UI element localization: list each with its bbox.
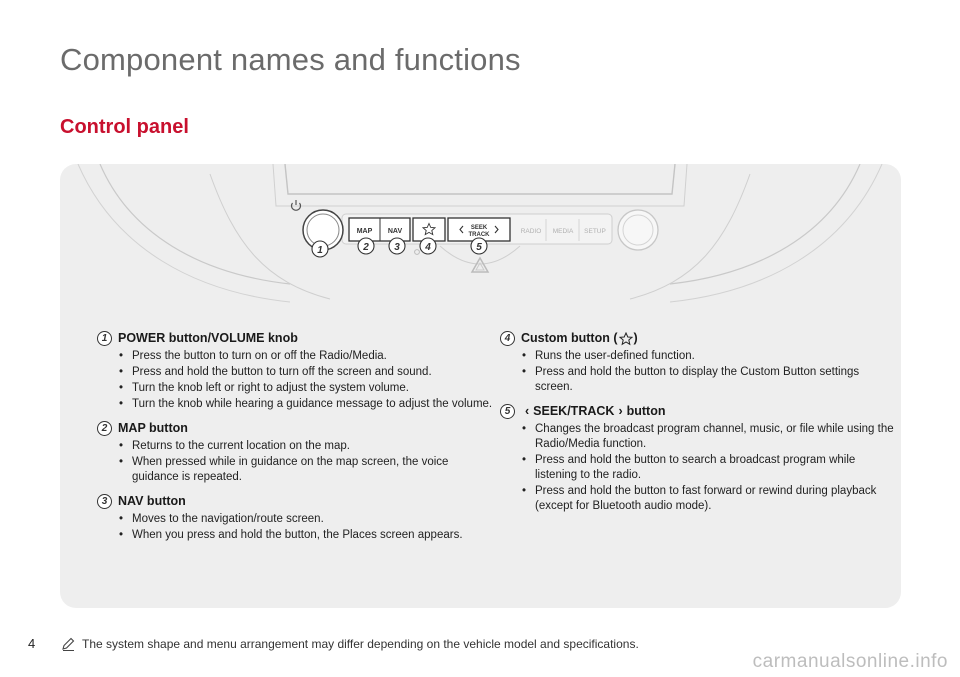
bullet-item: • Turn the knob left or right to adjust the system volume. [119,381,497,396]
item-heading [97,331,497,346]
item-title: MAP button [118,421,188,435]
callout-2 [358,238,374,254]
setup-button: SETUP [584,228,606,235]
bullet-item: • Moves to the navigation/route screen. [119,512,497,527]
pencil-note-icon [60,636,76,652]
item-heading [97,494,497,509]
bullet-item: • Press and hold the button to display the Custom Button settings screen. [522,365,895,395]
right-column [500,331,895,523]
page-number: 4 [28,636,36,651]
item-nav-button [97,494,497,543]
svg-text:2: 2 [363,242,369,253]
star-icon [619,332,633,346]
item-number: 2 [97,421,112,436]
watermark: carmanualsonline.info [752,651,948,672]
svg-text:3: 3 [394,242,400,253]
power-icon [292,200,301,210]
item-seek-track-button [500,404,895,514]
seek-label: SEEK [470,225,488,231]
section-title: Control panel [60,116,189,138]
item-heading [97,421,497,436]
track-label: TRACK [468,232,490,238]
item-custom-button [500,331,895,395]
note-text: The system shape and menu arrangement may differ depending on the vehicle model and specifications. [82,637,639,651]
bullet-item: • When you press and hold the button, the Places screen appears. [119,528,497,543]
item-number: 1 [97,331,112,346]
bullet-list [97,439,497,485]
bullet-list [97,512,497,543]
chevron-right-icon: › [618,404,623,418]
item-title-prefix: Custom button ( [521,331,618,345]
bullet-item: • Returns to the current location on the map. [119,439,497,454]
callout-3 [389,238,405,254]
bullet-item: • Press and hold the button to fast forward or rewind during playback (except for Bluetooth audio mode). [522,484,895,514]
bullet-item: • Press and hold the button to search a broadcast program while listening to the radio. [522,453,895,483]
callout-5 [471,238,487,254]
svg-text:4: 4 [425,242,431,253]
radio-button: RADIO [520,228,542,235]
item-title-suffix: button [626,404,666,418]
item-map-button [97,421,497,485]
bullet-item: • Changes the broadcast program channel, music, or file while using the Radio/Media function. [522,422,895,452]
map-button: MAP [356,228,373,235]
item-title: NAV button [118,494,186,508]
item-number: 3 [97,494,112,509]
page-title: Component names and functions [60,42,521,77]
media-button: MEDIA [552,228,574,235]
bullet-list [500,349,895,395]
item-number: 4 [500,331,515,346]
item-heading [500,331,895,346]
item-number: 5 [500,404,515,419]
bullet-list [500,422,895,514]
callout-4 [420,238,436,254]
item-heading [500,404,895,419]
control-panel-figure [60,164,901,608]
svg-text:5: 5 [476,242,482,253]
bullet-item: • Runs the user-defined function. [522,349,895,364]
callout-1 [312,241,328,257]
left-column [97,331,497,552]
item-title-main: SEEK/TRACK [533,404,615,418]
bullet-item: • Press the button to turn on or off the Radio/Media. [119,349,497,364]
bullet-item: • Press and hold the button to turn off the screen and sound. [119,365,497,380]
nav-button: NAV [387,228,403,235]
bullet-item: • Turn the knob while hearing a guidance message to adjust the volume. [119,397,497,412]
item-title: POWER button/VOLUME knob [118,331,298,345]
chevron-left-icon: ‹ [525,404,530,418]
item-title-suffix: ) [633,331,638,345]
bullet-item: • When pressed while in guidance on the map screen, the voice guidance is repeated. [119,455,497,485]
item-power-volume [97,331,497,412]
svg-text:1: 1 [317,245,323,256]
bullet-list [97,349,497,412]
